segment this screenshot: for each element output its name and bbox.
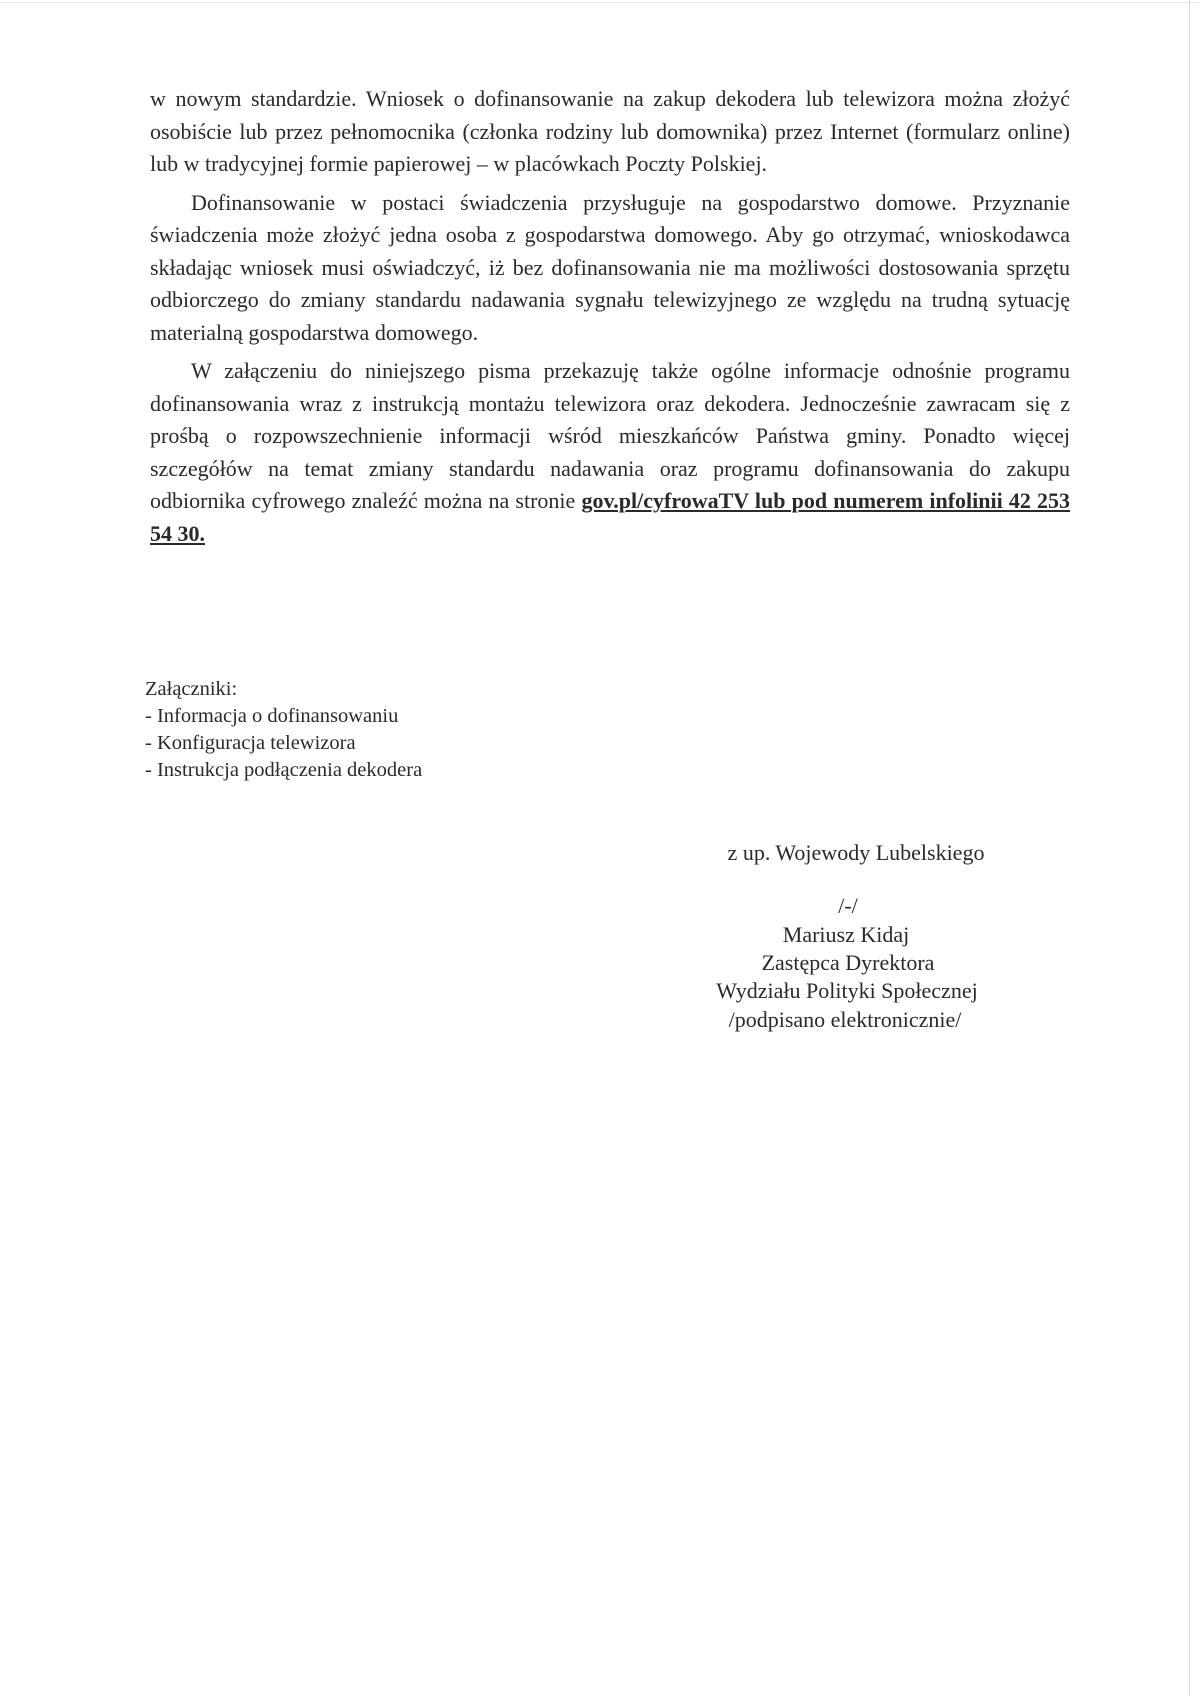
signatory-department: Wydziału Polityki Społecznej [716, 978, 978, 1003]
signatory-position: Zastępca Dyrektora [761, 950, 935, 975]
paragraph-eligibility: Dofinansowanie w postaci świadczenia przysługuje na gospodarstwo domowe. Przyznanie świadczenia może złożyć jedna osoba z gospodarstwa domowego. Aby go otrzymać, wnioskodawca składając wniosek musi oświadczyć, iż bez dofinansowania nie ma możliwości dostosowania sprzętu odbiorczego do zmiany standardu nadawania sygnału telewizyjnego ze względu na trudną sytuację materialną gospodarstwa domowego. [150, 189, 1070, 345]
attachment-item: - Informacja o dofinansowaniu [145, 705, 399, 727]
scan-top-edge [0, 2, 1200, 3]
scan-right-edge [1189, 0, 1190, 1696]
attachment-item: - Instrukcja podłączenia dekodera [145, 759, 423, 781]
signature-on-behalf: z up. Wojewody Lubelskiego [727, 840, 985, 865]
attachments-heading: Załączniki: [145, 678, 238, 700]
paragraph-attachments-text: W załączeniu do niniejszego pisma przekazuję także ogólne informacje odnośnie programu dofinansowania wraz z instrukcją montażu telewizora oraz dekodera. Jednocześnie zawracam się z prośbą o rozpowszechnienie informacji wśród mieszkańców Państwa gminy. Ponadto więcej szczegółów na temat zmiany standardu nadawania oraz programu dofinansowania do zakupu odbiornika cyfrowego znaleźć można na stronie [150, 358, 1070, 513]
attachment-item: - Konfiguracja telewizora [145, 732, 356, 754]
paragraph-attachments-info [150, 355, 1070, 550]
attachments-section [145, 676, 422, 784]
signatory-name: Mariusz Kidaj [782, 922, 910, 947]
electronic-signature-note: /podpisano elektronicznie/ [728, 1007, 962, 1032]
letter-body [150, 83, 1070, 550]
contact-info-link[interactable]: gov.pl/cyfrowaTV lub pod numerem infolinii 42 253 54 30. [150, 488, 1071, 546]
attachments-list [145, 703, 422, 784]
paragraph-application: w nowym standardzie. Wniosek o dofinansowanie na zakup dekodera lub telewizora można złożyć osobiście lub przez pełnomocnika (członka rodziny lub domownika) przez Internet (formularz online) lub w tradycyjnej formie papierowej – w placówkach Poczty Polskiej. [150, 86, 1070, 176]
signature-mark: /-/ [838, 893, 858, 918]
